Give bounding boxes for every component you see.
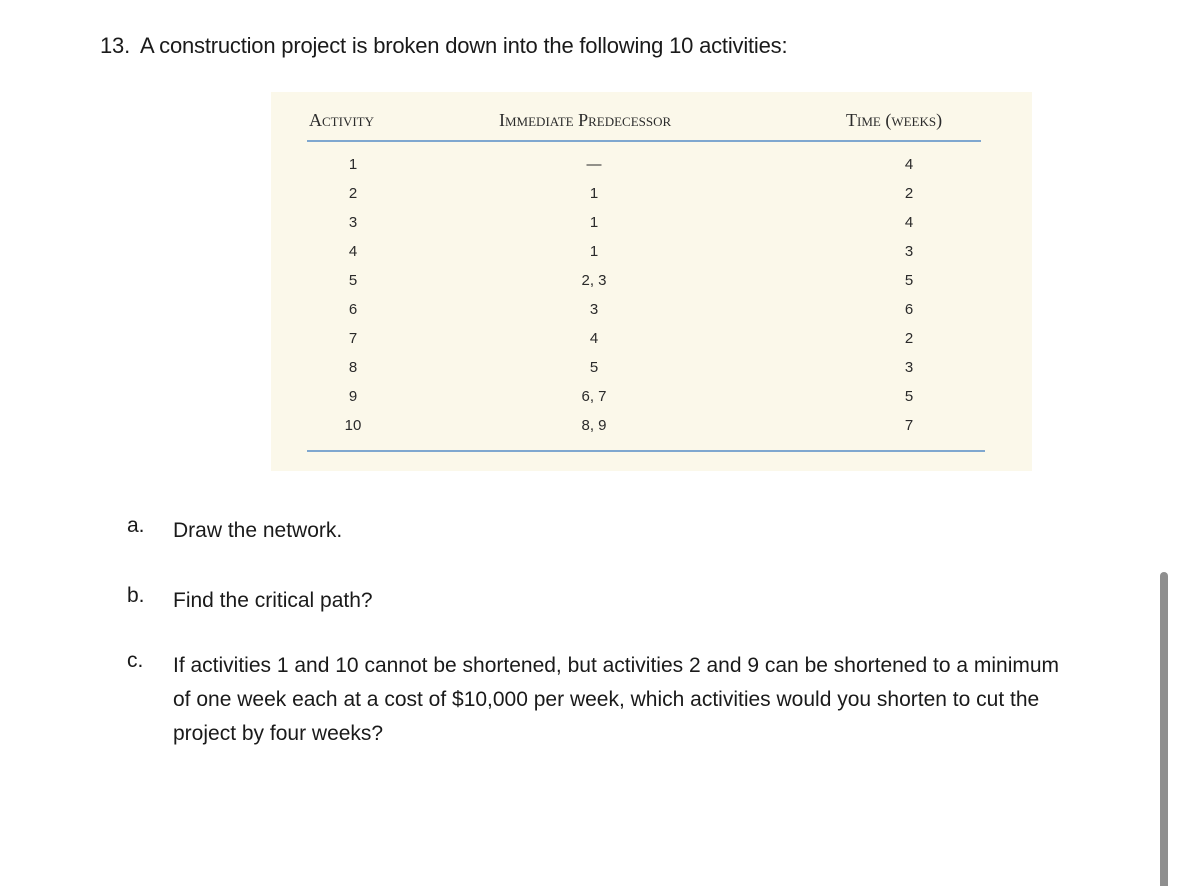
part-c-letter: c. bbox=[127, 649, 144, 672]
table-row bbox=[271, 417, 1032, 446]
table-row bbox=[271, 214, 1032, 243]
header-time-weeks: Time (weeks) bbox=[846, 110, 943, 130]
activity-cell: 8 bbox=[348, 359, 358, 376]
time-cell: 7 bbox=[904, 417, 914, 434]
predecessor-cell: — bbox=[586, 156, 602, 173]
table-top-rule bbox=[307, 140, 981, 142]
time-cell: 2 bbox=[904, 330, 914, 347]
part-c-text bbox=[173, 649, 1059, 751]
part-a-letter: a. bbox=[127, 514, 145, 537]
part-c-line: of one week each at a cost of $10,000 per week, which activities would you shorten to cut the bbox=[173, 688, 1040, 711]
predecessor-cell: 5 bbox=[589, 359, 599, 376]
table-row bbox=[271, 388, 1032, 417]
predecessor-cell: 2, 3 bbox=[581, 272, 607, 289]
predecessor-cell: 3 bbox=[589, 301, 599, 318]
header-activity: Activity bbox=[309, 110, 374, 130]
part-a-line: Draw the network. bbox=[173, 519, 343, 542]
table-row bbox=[271, 330, 1032, 359]
predecessor-cell: 1 bbox=[589, 214, 599, 231]
activity-cell: 1 bbox=[348, 156, 358, 173]
part-b-letter: b. bbox=[127, 584, 145, 607]
time-cell: 2 bbox=[904, 185, 914, 202]
activity-cell: 6 bbox=[348, 301, 358, 318]
table-body bbox=[271, 156, 1032, 446]
predecessor-cell: 1 bbox=[589, 185, 599, 202]
table-row bbox=[271, 301, 1032, 330]
part-c-line: project by four weeks? bbox=[173, 722, 384, 745]
part-b-text bbox=[173, 584, 373, 618]
predecessor-cell: 4 bbox=[589, 330, 599, 347]
activity-cell: 4 bbox=[348, 243, 358, 260]
question-title bbox=[100, 33, 787, 59]
activity-cell: 10 bbox=[344, 417, 362, 434]
table-row bbox=[271, 272, 1032, 301]
activity-cell: 5 bbox=[348, 272, 358, 289]
predecessor-cell: 1 bbox=[589, 243, 599, 260]
activity-table bbox=[271, 92, 1032, 471]
time-cell: 6 bbox=[904, 301, 914, 318]
table-bottom-rule bbox=[307, 450, 985, 452]
activity-cell: 3 bbox=[348, 214, 358, 231]
time-cell: 3 bbox=[904, 243, 914, 260]
table-row bbox=[271, 359, 1032, 388]
header-immediate-predecessor: Immediate Predecessor bbox=[499, 110, 672, 130]
part-b-line: Find the critical path? bbox=[173, 589, 373, 612]
time-cell: 4 bbox=[904, 214, 914, 231]
table-row bbox=[271, 185, 1032, 214]
activity-cell: 9 bbox=[348, 388, 358, 405]
question-text: A construction project is broken down into the following 10 activities: bbox=[139, 33, 788, 58]
time-cell: 5 bbox=[904, 272, 914, 289]
predecessor-cell: 8, 9 bbox=[581, 417, 607, 434]
vertical-scrollbar[interactable] bbox=[1160, 572, 1168, 886]
table-row bbox=[271, 156, 1032, 185]
activity-cell: 7 bbox=[348, 330, 358, 347]
part-a-text bbox=[173, 514, 342, 548]
predecessor-cell: 6, 7 bbox=[581, 388, 607, 405]
question-number: 13. bbox=[100, 33, 130, 58]
time-cell: 5 bbox=[904, 388, 914, 405]
table-row bbox=[271, 243, 1032, 272]
activity-cell: 2 bbox=[348, 185, 358, 202]
time-cell: 4 bbox=[904, 156, 914, 173]
part-c-line: If activities 1 and 10 cannot be shortened, but activities 2 and 9 can be shortened to a minimum bbox=[173, 654, 1060, 677]
time-cell: 3 bbox=[904, 359, 914, 376]
